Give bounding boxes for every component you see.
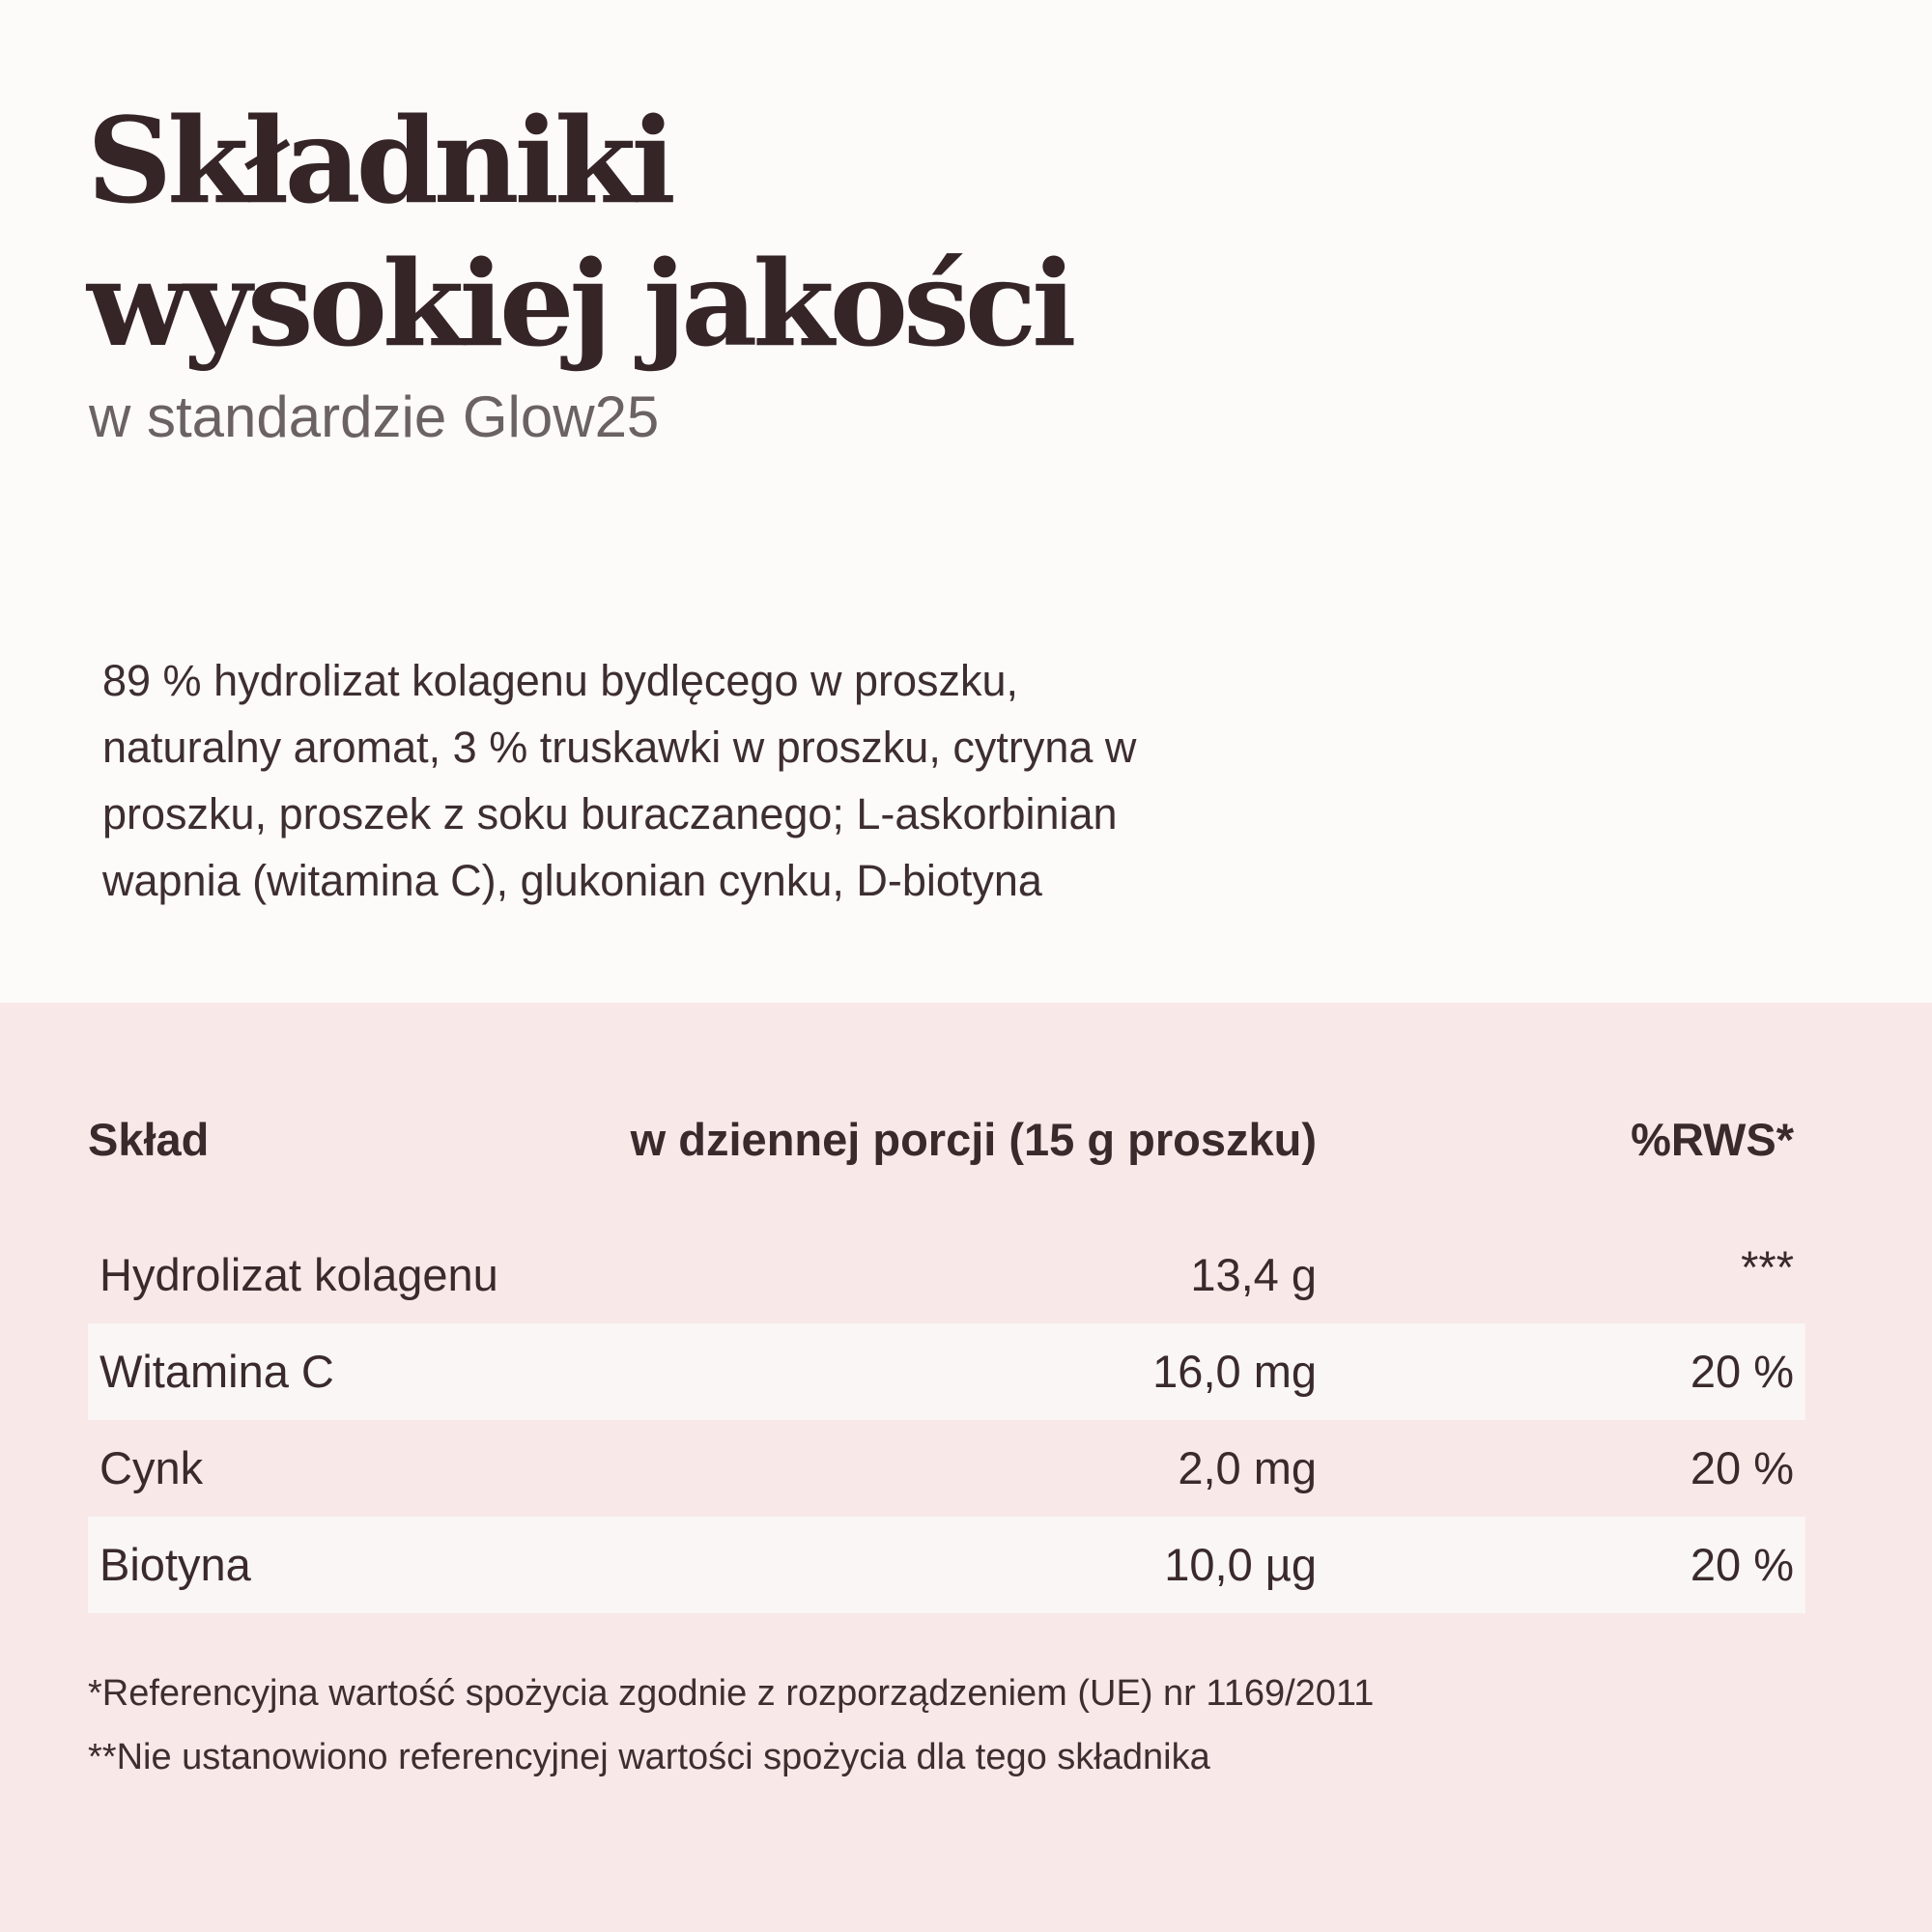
table-body (88, 1227, 1805, 1613)
footnotes (88, 1662, 1374, 1789)
title-line-1: Składniki (87, 91, 671, 230)
page-title (87, 89, 1072, 375)
footnote-rws: *Referencyjna wartość spożycia zgodnie z rozporządzeniem (UE) nr 1169/2011 (88, 1673, 1375, 1714)
row-name: Biotyna (99, 1539, 251, 1590)
ingredients-line: wapnia (witamina C), glukonian cynku, D-biotyna (102, 856, 1042, 905)
title-line-2: wysokiej jakości (87, 234, 1072, 373)
footnote-no-reference: **Nie ustanowiono referencyjnej wartości spożycia dla tego składnika (88, 1737, 1210, 1777)
table-row (88, 1227, 1805, 1323)
ingredients-text (102, 647, 1358, 914)
row-rws: 20 % (1690, 1442, 1794, 1493)
row-amount: 16,0 mg (1152, 1346, 1317, 1397)
row-amount: 10,0 µg (1164, 1539, 1317, 1590)
table-row (88, 1517, 1805, 1613)
ingredients-line: naturalny aromat, 3 % truskawki w proszku, cytryna w (102, 723, 1137, 772)
row-amount: 2,0 mg (1178, 1442, 1317, 1493)
row-name: Hydrolizat kolagenu (99, 1249, 498, 1300)
row-amount: 13,4 g (1190, 1249, 1317, 1300)
table-row (88, 1323, 1805, 1420)
page-subtitle: w standardzie Glow25 (89, 384, 660, 449)
row-rws: 20 % (1690, 1539, 1794, 1590)
row-rws: *** (1741, 1241, 1794, 1293)
ingredients-line: 89 % hydrolizat kolagenu bydlęcego w proszku, (102, 656, 1019, 705)
ingredients-line: proszku, proszek z soku buraczanego; L-askorbinian (102, 789, 1118, 838)
header-rws: %RWS* (1631, 1114, 1794, 1165)
nutrition-table (88, 1101, 1805, 1613)
row-rws: 20 % (1690, 1346, 1794, 1397)
header-name: Skład (88, 1114, 210, 1165)
header-amount: w dziennej porcji (15 g proszku) (630, 1114, 1317, 1165)
row-name: Cynk (99, 1442, 204, 1493)
table-row (88, 1420, 1805, 1517)
row-name: Witamina C (99, 1346, 334, 1397)
table-header (88, 1101, 1805, 1188)
